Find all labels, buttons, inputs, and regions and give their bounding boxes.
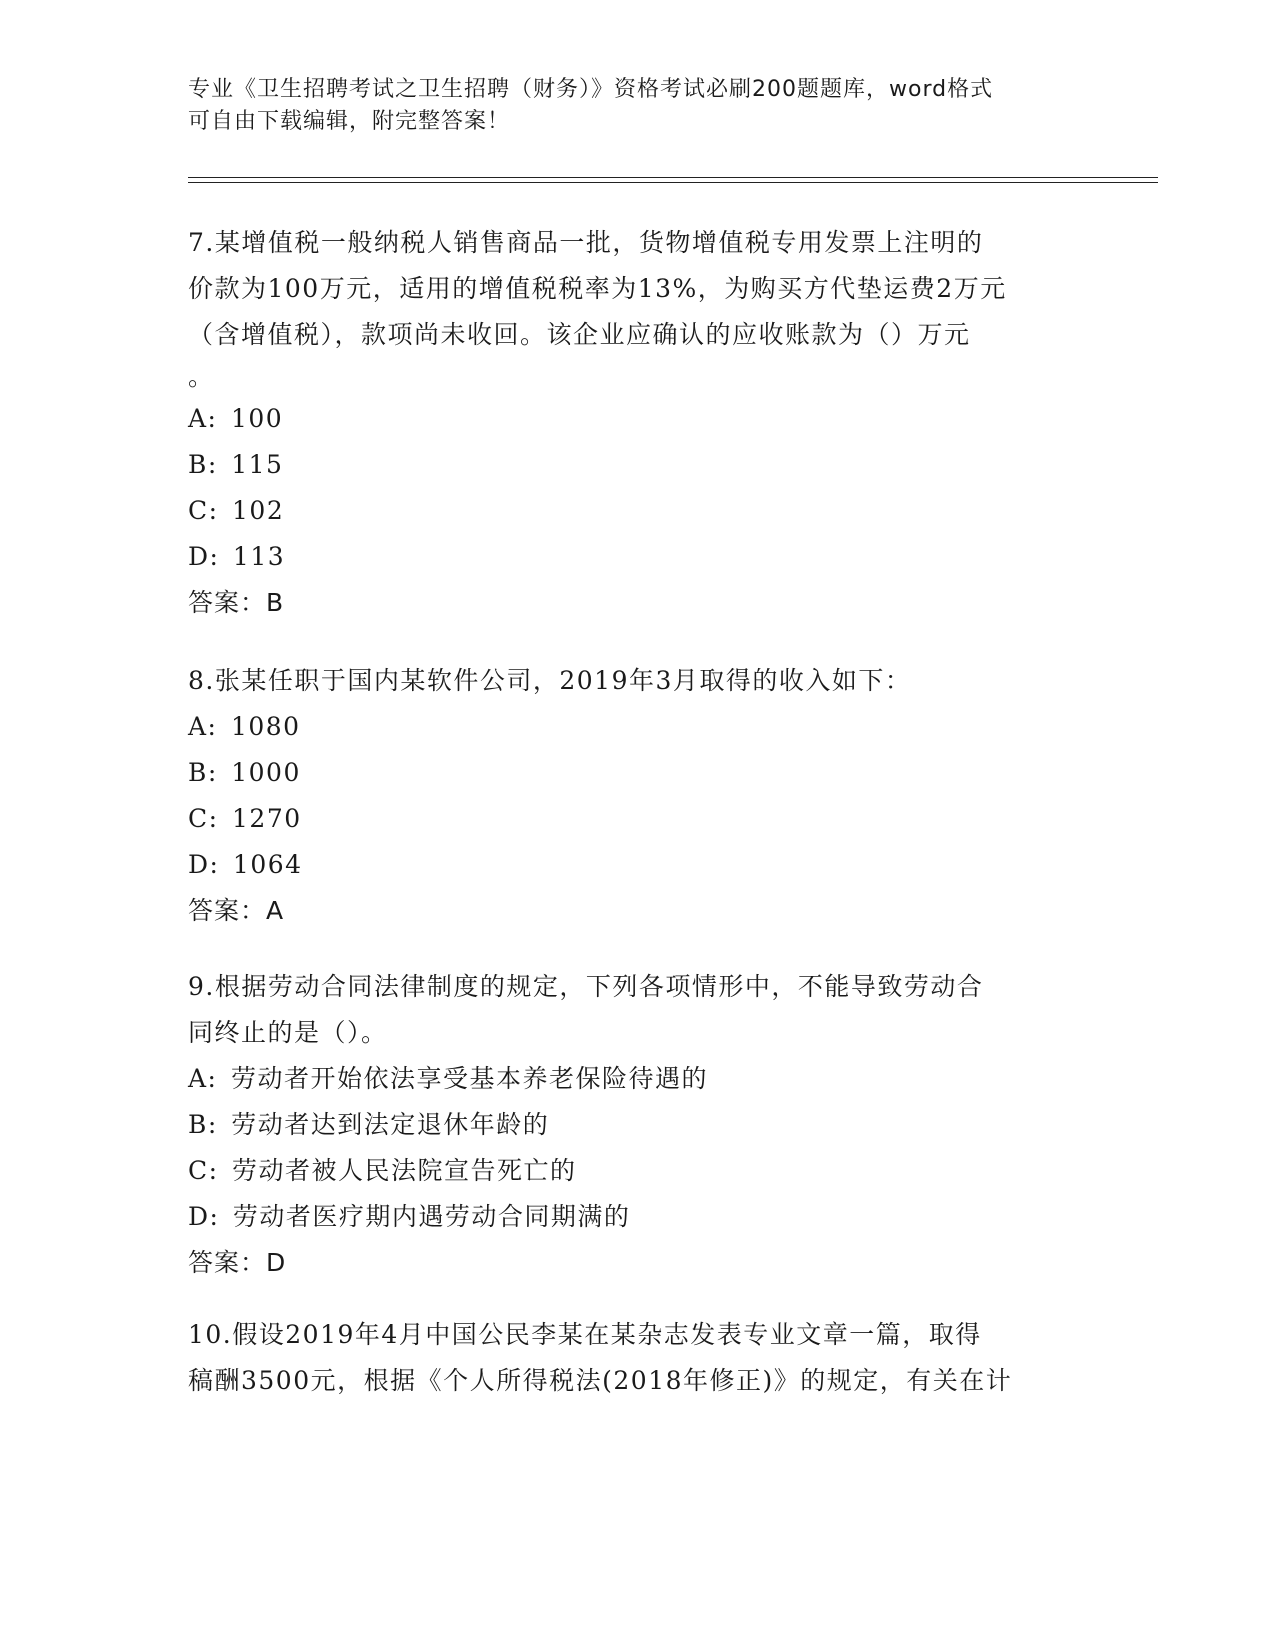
option-text: 113 xyxy=(232,542,286,571)
header-line: 专业《卫生招聘考试之卫生招聘（财务）》资格考试必刷200题题库，word格式 xyxy=(188,77,994,102)
option-label: B: xyxy=(188,450,218,479)
answer-value: B xyxy=(266,588,285,617)
option-text: 1000 xyxy=(231,758,301,787)
option-c xyxy=(188,1148,1088,1194)
answer xyxy=(188,888,1088,934)
answer-value: A xyxy=(266,896,285,925)
option-b xyxy=(188,442,1088,488)
option-a xyxy=(188,704,1088,750)
answer-value: D xyxy=(266,1248,287,1277)
answer xyxy=(188,580,1088,626)
option-d xyxy=(188,534,1088,580)
option-label: C: xyxy=(188,1156,219,1185)
option-text: 劳动者被人民法院宣告死亡的 xyxy=(232,1156,577,1185)
question-text-line: 同终止的是（）。 xyxy=(188,1018,388,1047)
question-10 xyxy=(188,1312,1088,1404)
header-divider xyxy=(188,182,1158,183)
option-label: A: xyxy=(188,1064,218,1093)
question-text-line: 8.张某任职于国内某软件公司，2019年3月取得的收入如下： xyxy=(188,666,912,695)
question-text-line: 7.某增值税一般纳税人销售商品一批，货物增值税专用发票上注明的 xyxy=(188,228,984,257)
option-a xyxy=(188,396,1088,442)
question-9 xyxy=(188,964,1088,1286)
option-text: 1270 xyxy=(232,804,302,833)
option-label: D: xyxy=(188,542,220,571)
question-text-line: 10.假设2019年4月中国公民李某在某杂志发表专业文章一篇，取得 xyxy=(188,1320,982,1349)
option-text: 115 xyxy=(231,450,284,479)
answer xyxy=(188,1240,1088,1286)
question-7 xyxy=(188,220,1088,626)
option-c xyxy=(188,796,1088,842)
document-header xyxy=(188,74,1088,138)
option-text: 100 xyxy=(230,404,284,433)
question-text-line: 。 xyxy=(188,362,215,391)
option-d xyxy=(188,1194,1088,1240)
option-text: 1064 xyxy=(232,850,303,879)
question-8 xyxy=(188,658,1088,934)
question-text-line: 9.根据劳动合同法律制度的规定，下列各项情形中，不能导致劳动合 xyxy=(188,972,984,1001)
option-label: D: xyxy=(188,1202,220,1231)
option-text: 1080 xyxy=(230,712,301,741)
option-label: C: xyxy=(188,496,219,525)
option-label: A: xyxy=(188,404,218,433)
option-text: 劳动者达到法定退休年龄的 xyxy=(231,1110,550,1139)
option-a xyxy=(188,1056,1088,1102)
answer-label: 答案： xyxy=(188,1248,267,1277)
option-label: B: xyxy=(188,1110,218,1139)
header-divider xyxy=(188,177,1158,178)
question-text-line: 稿酬3500元，根据《个人所得税法(2018年修正)》的规定，有关在计 xyxy=(188,1366,1013,1395)
option-b xyxy=(188,1102,1088,1148)
question-text-line: 价款为100万元，适用的增值税税率为13%，为购买方代垫运费2万元 xyxy=(188,274,1007,303)
option-label: B: xyxy=(188,758,218,787)
option-d xyxy=(188,842,1088,888)
header-line: 可自由下载编辑，附完整答案！ xyxy=(188,109,511,134)
question-text-line: （含增值税），款项尚未收回。该企业应确认的应收账款为（）万元 xyxy=(188,320,971,349)
option-label: A: xyxy=(188,712,218,741)
option-c xyxy=(188,488,1088,534)
option-text: 劳动者开始依法享受基本养老保险待遇的 xyxy=(230,1064,708,1093)
answer-label: 答案： xyxy=(188,896,267,925)
option-label: D: xyxy=(188,850,220,879)
option-b xyxy=(188,750,1088,796)
option-label: C: xyxy=(188,804,219,833)
option-text: 102 xyxy=(232,496,285,525)
answer-label: 答案： xyxy=(188,588,267,617)
option-text: 劳动者医疗期内遇劳动合同期满的 xyxy=(232,1202,631,1231)
